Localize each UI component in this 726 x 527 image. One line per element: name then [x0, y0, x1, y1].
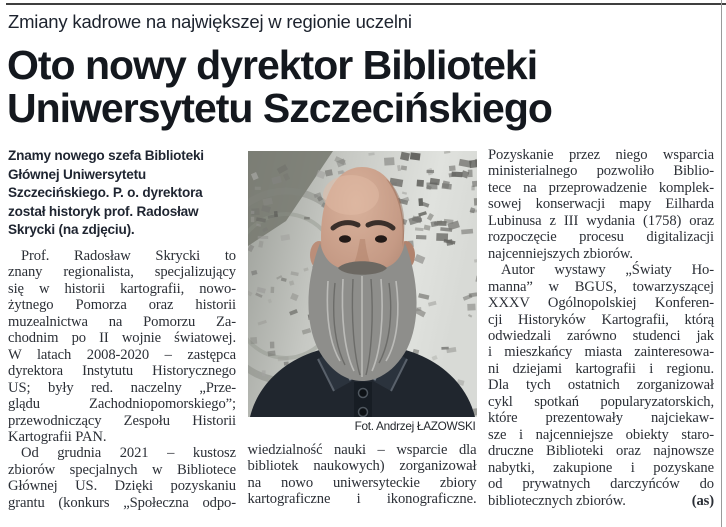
text-line: nabytki, zakupione i pozyskane	[488, 459, 714, 476]
kicker: Zmiany kadrowe na największej w regionie uczelni	[8, 11, 412, 32]
text-line: sowej konserwacji mapy Eilharda	[488, 196, 714, 213]
text-line: odwiedzali zarówno studenci jak	[488, 327, 714, 344]
text-line: glądu Zachodniopomorskiego”;	[8, 396, 236, 413]
text-line: Prof. Radosław Skrycki to	[21, 247, 236, 264]
text-line: od prywatnych darczyńców do	[488, 476, 714, 493]
body-paragraph-2-continued	[248, 442, 477, 508]
text-line: Głównej US. Dzięki pozyskaniu	[8, 478, 236, 495]
text-line: został historyk prof. Radosław	[8, 203, 199, 219]
top-divider-rule	[6, 3, 726, 5]
text-line: rozpoczęcie procesu digitalizacji	[488, 229, 714, 246]
text-line: przewodniczący Zespołu Historii	[8, 412, 236, 429]
text-line: manna” w BGUS, towarzyszącej	[488, 278, 714, 295]
column-left	[8, 147, 236, 511]
body-paragraph-1	[8, 248, 236, 445]
text-line: druczne Biblioteki oraz najnowsze	[488, 443, 714, 460]
text-line-fragment: bibliotecznych zbiorów.	[488, 492, 626, 509]
text-line: dyrektora Instytutu Historycznego	[8, 363, 236, 380]
text-line: Lubinusa z III wydania (1758) oraz	[488, 212, 714, 229]
text-line: bibliotek naukowych) zorganizował	[247, 458, 477, 475]
text-line: kartograficzne i ikonograficzne.	[247, 491, 477, 508]
text-line: cji Historyków Kartografii, którą	[488, 311, 714, 328]
lead-paragraph	[8, 147, 236, 240]
author-signature: (as)	[691, 492, 714, 509]
column-middle-text	[248, 442, 477, 508]
text-line: najcenniejszych zbiorów.	[488, 245, 633, 262]
body-paragraph-3	[488, 147, 714, 262]
button-bottom	[358, 408, 367, 417]
text-line: Znamy nowego szefa Biblioteki	[8, 148, 204, 163]
text-line: ni dziejami kartografii i regionu.	[488, 360, 714, 377]
eye-left	[339, 235, 351, 243]
column-right	[488, 147, 714, 511]
text-line: tece na przeprowadzenie komplek-	[488, 179, 714, 196]
text-line: chodnim po II wojnie światowej.	[8, 330, 236, 347]
text-line: muzealnictwa na Pomorzu Za-	[8, 313, 236, 330]
button-top	[358, 389, 367, 398]
text-line: i mieszkańcy miasta zainteresowa-	[488, 344, 714, 361]
text-line	[488, 493, 714, 509]
text-line: Szczecińskiego. P. o. dyrektora	[8, 185, 203, 201]
right-column-rule	[721, 0, 722, 527]
text-line: Od grudnia 2021 – kustosz	[21, 445, 236, 462]
text-line: się w historii kartografii, nowo-	[8, 280, 236, 297]
text-line: znany regionalista, specjalizujący	[8, 264, 236, 281]
headline-line-1: Oto nowy dyrektor Biblioteki	[7, 42, 538, 88]
text-line: na nowo uniwersyteckie zbiory	[247, 474, 477, 491]
portrait-photo	[248, 151, 477, 417]
text-line: które prezentowały najciekaw-	[488, 410, 714, 427]
headline	[7, 44, 552, 129]
text-line: Dla tych ostatnich zorganizował	[488, 377, 714, 394]
portrait-photo-graphic	[248, 151, 477, 417]
text-line: XXXV Ogólnopolskiej Konferen-	[488, 295, 714, 312]
text-line: zbiorów specjalnych w Bibliotece	[8, 461, 236, 478]
text-line: wiedzialność nauki – wsparcie dla	[247, 442, 477, 458]
text-line: żytnego Pomorza oraz historii	[8, 297, 236, 314]
text-line: Głównej Uniwersytetu	[8, 166, 147, 182]
text-line: ministerialnego pozwoliło Biblio-	[488, 163, 714, 180]
text-line: sze i najcenniejsze obiekty staro-	[488, 426, 714, 443]
body-paragraph-2	[8, 445, 236, 511]
eye-right	[375, 235, 387, 243]
headline-line-2: Uniwersytetu Szczecińskiego	[7, 84, 552, 131]
body-paragraph-4	[488, 262, 714, 509]
photo-caption: Fot. Andrzej ŁAZOWSKI	[354, 419, 476, 433]
text-line: Autor wystawy „Światy Ho-	[501, 262, 714, 279]
scalp-highlight	[323, 175, 379, 215]
text-line: Kartografii PAN.	[8, 428, 107, 445]
text-line: Pozyskanie przez niego wsparcia	[488, 147, 714, 163]
text-line: grantu (konkurs „Społeczna odpo-	[8, 494, 236, 511]
column-middle	[248, 147, 477, 511]
text-line: US; były red. naczelny „Prze-	[8, 379, 236, 396]
text-line: W latach 2008-2020 – zastępca	[8, 346, 236, 363]
text-line: Skrycki (na zdjęciu).	[8, 222, 135, 238]
article-columns	[8, 147, 714, 511]
text-line: cykl spotkań popularyzatorskich,	[488, 393, 714, 410]
